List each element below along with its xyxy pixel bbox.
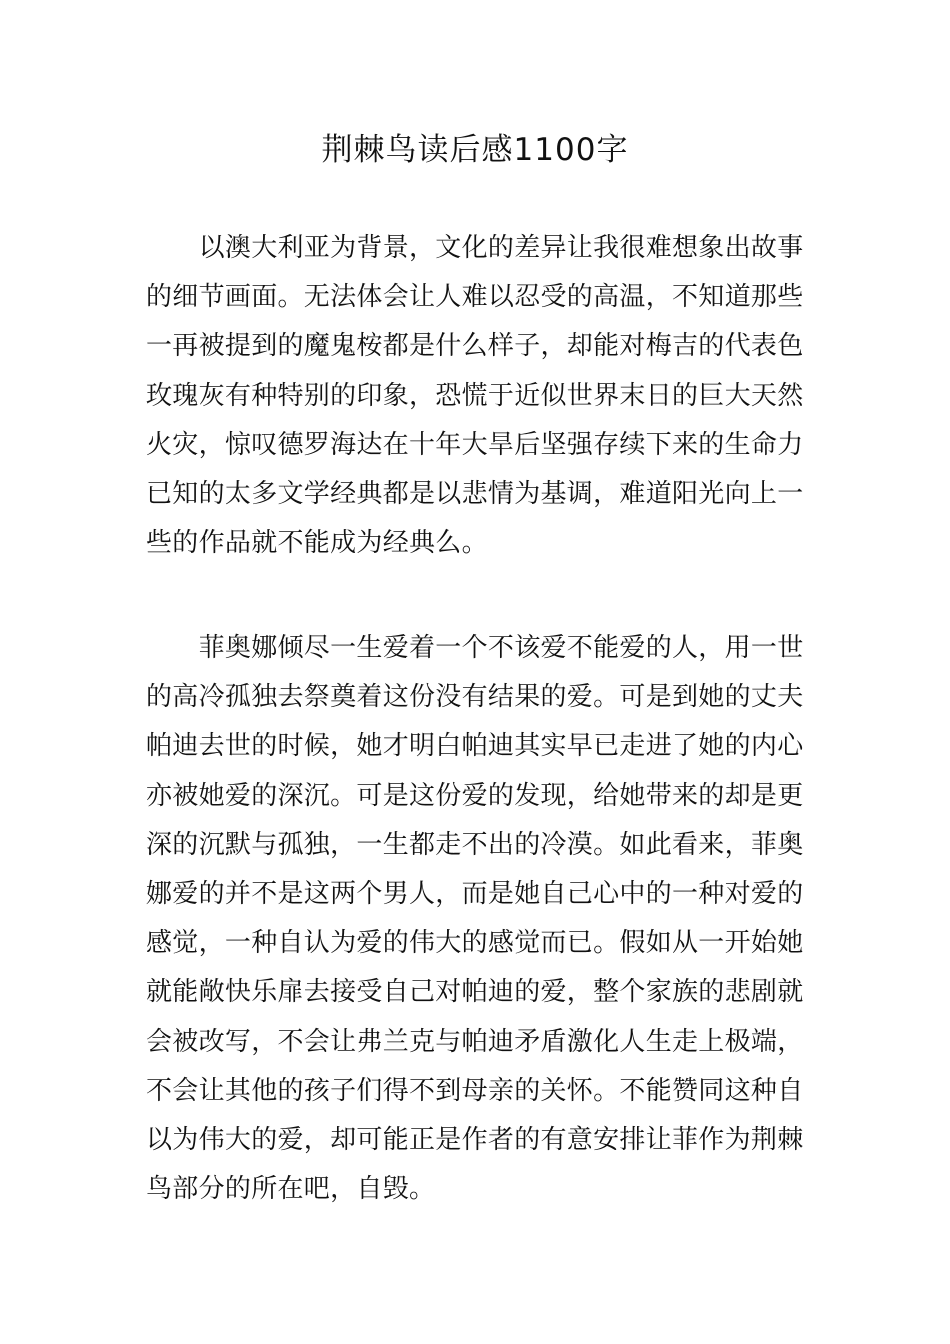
paragraph-line: 的高冷孤独去祭奠着这份没有结果的爱。可是到她的丈夫 (146, 682, 804, 713)
paragraph-line: 深的沉默与孤独，一生都走不出的冷漠。如此看来，菲奥 (146, 829, 804, 860)
paragraph-1 (146, 224, 808, 568)
paragraph-line: 帕迪去世的时候，她才明白帕迪其实早已走进了她的内心 (146, 731, 804, 762)
paragraph-line: 以澳大利亚为背景，文化的差异让我很难想象出故事 (146, 233, 804, 263)
paragraph-line: 的细节画面。无法体会让人难以忍受的高温，不知道那些 (146, 282, 804, 313)
paragraph-line: 菲奥娜倾尽一生爱着一个不该爱不能爱的人，用一世 (146, 633, 804, 663)
paragraph-line: 鸟部分的所在吧，自毁。 (146, 1174, 436, 1205)
paragraph-line: 不会让其他的孩子们得不到母亲的关怀。不能赞同这种自 (146, 1075, 804, 1106)
paragraph-line: 已知的太多文学经典都是以悲情为基调，难道阳光向上一 (146, 478, 804, 509)
paragraph-line: 一再被提到的魔鬼桉都是什么样子，却能对梅吉的代表色 (146, 331, 804, 362)
paragraph-line: 亦被她爱的深沉。可是这份爱的发现，给她带来的却是更 (146, 780, 804, 811)
paragraph-line: 火灾，惊叹德罗海达在十年大旱后坚强存续下来的生命力 (146, 429, 804, 460)
paragraph-line: 以为伟大的爱，却可能正是作者的有意安排让菲作为荆棘 (146, 1124, 804, 1155)
paragraph-line: 玫瑰灰有种特别的印象，恐慌于近似世界末日的巨大天然 (146, 380, 804, 411)
paragraph-line: 就能敞快乐扉去接受自己对帕迪的爱，整个家族的悲剧就 (146, 977, 804, 1008)
paragraph-line: 娜爱的并不是这两个男人，而是她自己心中的一种对爱的 (146, 878, 804, 909)
paragraph-line: 会被改写，不会让弗兰克与帕迪矛盾激化人生走上极端， (146, 1026, 804, 1057)
paragraph-line: 些的作品就不能成为经典么。 (146, 528, 488, 559)
paragraph-line: 感觉，一种自认为爱的伟大的感觉而已。假如从一开始她 (146, 928, 804, 959)
document-title: 荆棘鸟读后感1100字 (321, 132, 629, 168)
paragraph-2 (146, 624, 808, 1214)
